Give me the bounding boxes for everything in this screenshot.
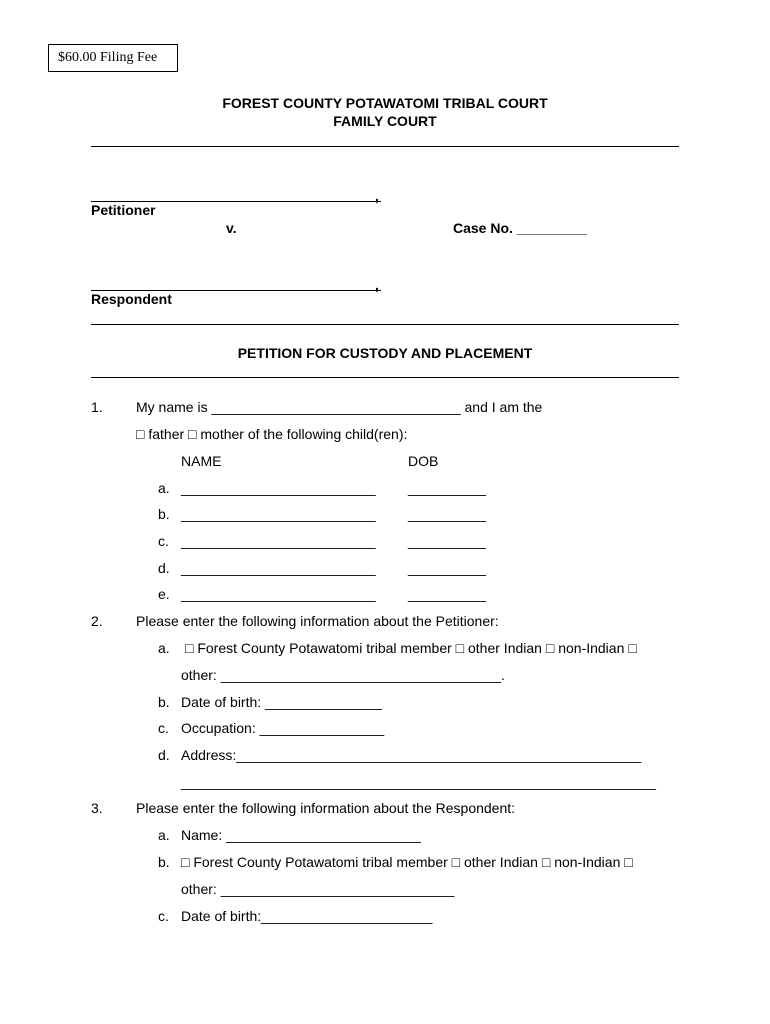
item-1-name-field[interactable]: My name is ________________________________ and I am the: [136, 399, 543, 415]
court-name: FOREST COUNTY POTAWATOMI TRIBAL COURT: [222, 95, 548, 111]
respondent-label: Respondent: [91, 291, 172, 307]
petitioner-address-field[interactable]: Address:____________________________________________________: [181, 747, 642, 763]
item-2d-letter: d.: [158, 747, 170, 763]
item-3b-letter: b.: [158, 854, 170, 870]
item-3c-letter: c.: [158, 908, 169, 924]
item-2b-letter: b.: [158, 694, 170, 710]
child-a-letter: a.: [158, 480, 170, 496]
petitioner-label: Petitioner: [91, 202, 156, 218]
petitioner-address-line-2[interactable]: _____________________________________________________________: [181, 774, 656, 790]
case-number-field[interactable]: Case No. _________: [453, 220, 587, 236]
child-a-name-field[interactable]: _________________________: [181, 480, 376, 496]
petitioner-occupation-field[interactable]: Occupation: ________________: [181, 720, 385, 736]
item-3-number: 3.: [91, 800, 103, 816]
filing-fee-box: $60.00 Filing Fee: [48, 44, 178, 72]
child-a-dob-field[interactable]: __________: [408, 480, 486, 496]
petitioner-comma: ,: [375, 188, 379, 204]
petitioner-other-field[interactable]: other: ____________________________________.: [181, 667, 505, 683]
petitioner-name-line[interactable]: [91, 186, 381, 202]
child-c-dob-field[interactable]: __________: [408, 533, 486, 549]
item-2-number: 2.: [91, 613, 103, 629]
respondent-tribal-status-checkboxes[interactable]: □ Forest County Potawatomi tribal member □ other Indian □ non-Indian □: [181, 854, 633, 870]
child-d-name-field[interactable]: _________________________: [181, 560, 376, 576]
child-d-letter: d.: [158, 560, 170, 576]
child-b-letter: b.: [158, 506, 170, 522]
petition-title: PETITION FOR CUSTODY AND PLACEMENT: [237, 345, 533, 361]
child-d-dob-field[interactable]: __________: [408, 560, 486, 576]
title-divider: [91, 377, 679, 378]
child-e-name-field[interactable]: _________________________: [181, 586, 376, 602]
respondent-other-field[interactable]: other: ______________________________: [181, 881, 455, 897]
child-b-dob-field[interactable]: __________: [408, 506, 486, 522]
item-2-heading: Please enter the following information about the Petitioner:: [136, 613, 499, 629]
court-division: FAMILY COURT: [333, 113, 437, 129]
petitioner-dob-field[interactable]: Date of birth: _______________: [181, 694, 382, 710]
caption-divider: [91, 324, 679, 325]
respondent-name-line[interactable]: [91, 275, 381, 291]
child-e-dob-field[interactable]: __________: [408, 586, 486, 602]
item-1-relation-checkboxes[interactable]: □ father □ mother of the following child(ren):: [136, 426, 408, 442]
child-c-name-field[interactable]: _________________________: [181, 533, 376, 549]
child-b-name-field[interactable]: _________________________: [181, 506, 376, 522]
children-name-header: NAME: [181, 453, 222, 469]
item-1-number: 1.: [91, 399, 103, 415]
respondent-comma: ,: [375, 277, 379, 293]
item-2a-letter: a.: [158, 640, 170, 656]
child-c-letter: c.: [158, 533, 169, 549]
child-e-letter: e.: [158, 586, 170, 602]
petitioner-tribal-status-checkboxes[interactable]: □ Forest County Potawatomi tribal member □ other Indian □ non-Indian □: [185, 640, 637, 656]
header-divider: [91, 146, 679, 147]
item-3a-letter: a.: [158, 827, 170, 843]
versus-label: v.: [226, 220, 237, 236]
respondent-dob-field[interactable]: Date of birth:______________________: [181, 908, 433, 924]
respondent-name-field[interactable]: Name: _________________________: [181, 827, 421, 843]
item-2c-letter: c.: [158, 720, 169, 736]
item-3-heading: Please enter the following information about the Respondent:: [136, 800, 516, 816]
children-dob-header: DOB: [408, 453, 439, 469]
